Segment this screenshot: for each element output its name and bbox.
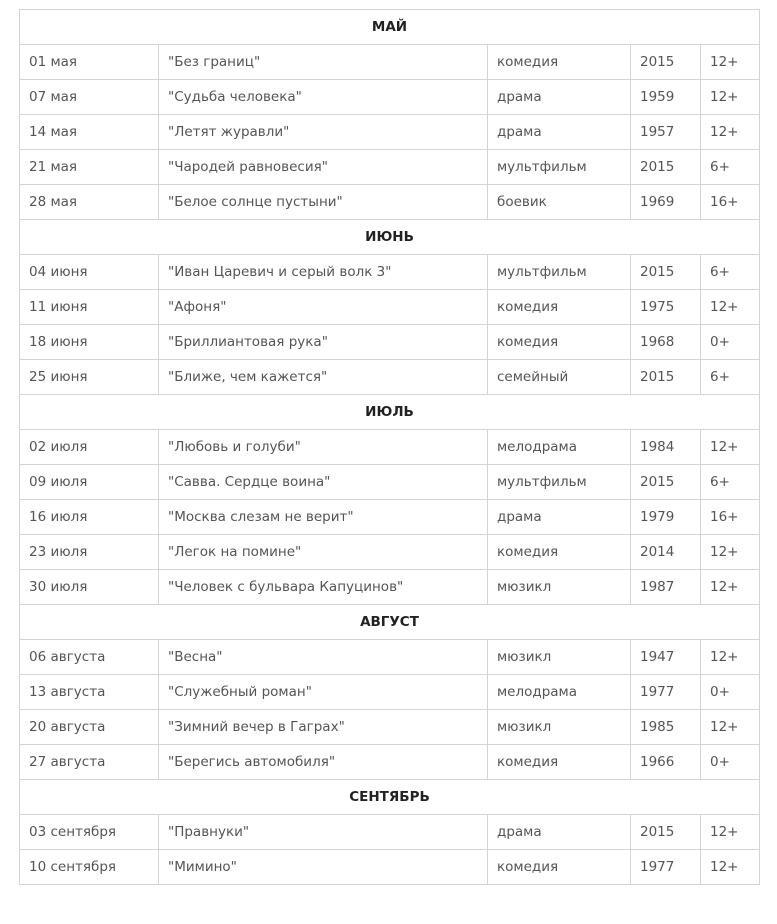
genre-cell: мелодрама bbox=[488, 430, 631, 465]
year-cell: 1979 bbox=[631, 500, 701, 535]
title-cell: "Без границ" bbox=[159, 45, 488, 80]
date-cell: 28 мая bbox=[20, 185, 159, 220]
title-cell: "Легок на помине" bbox=[159, 535, 488, 570]
year-cell: 1959 bbox=[631, 80, 701, 115]
table-row bbox=[20, 500, 760, 535]
title-cell: "Бриллиантовая рука" bbox=[159, 325, 488, 360]
date-cell: 11 июня bbox=[20, 290, 159, 325]
title-cell: "Весна" bbox=[159, 640, 488, 675]
table-row bbox=[20, 255, 760, 290]
date-cell: 20 августа bbox=[20, 710, 159, 745]
title-cell: "Афоня" bbox=[159, 290, 488, 325]
genre-cell: драма bbox=[488, 115, 631, 150]
year-cell: 1957 bbox=[631, 115, 701, 150]
genre-cell: мультфильм bbox=[488, 255, 631, 290]
year-cell: 1985 bbox=[631, 710, 701, 745]
age-rating-cell: 6+ bbox=[701, 465, 760, 500]
year-cell: 2015 bbox=[631, 150, 701, 185]
title-cell: "Правнуки" bbox=[159, 815, 488, 850]
year-cell: 1977 bbox=[631, 850, 701, 885]
year-cell: 1987 bbox=[631, 570, 701, 605]
month-header-row bbox=[20, 605, 760, 640]
date-cell: 06 августа bbox=[20, 640, 159, 675]
year-cell: 1975 bbox=[631, 290, 701, 325]
table-row bbox=[20, 430, 760, 465]
genre-cell: комедия bbox=[488, 535, 631, 570]
table-row bbox=[20, 640, 760, 675]
year-cell: 1969 bbox=[631, 185, 701, 220]
date-cell: 23 июля bbox=[20, 535, 159, 570]
age-rating-cell: 12+ bbox=[701, 80, 760, 115]
month-header-row bbox=[20, 10, 760, 45]
title-cell: "Москва слезам не верит" bbox=[159, 500, 488, 535]
year-cell: 2015 bbox=[631, 45, 701, 80]
genre-cell: мультфильм bbox=[488, 150, 631, 185]
age-rating-cell: 12+ bbox=[701, 570, 760, 605]
title-cell: "Судьба человека" bbox=[159, 80, 488, 115]
genre-cell: драма bbox=[488, 815, 631, 850]
schedule-body bbox=[20, 10, 760, 885]
table-row bbox=[20, 745, 760, 780]
month-heading: МАЙ bbox=[20, 10, 760, 45]
date-cell: 30 июля bbox=[20, 570, 159, 605]
age-rating-cell: 0+ bbox=[701, 745, 760, 780]
year-cell: 1977 bbox=[631, 675, 701, 710]
title-cell: "Служебный роман" bbox=[159, 675, 488, 710]
month-heading: АВГУСТ bbox=[20, 605, 760, 640]
genre-cell: комедия bbox=[488, 45, 631, 80]
genre-cell: мюзикл bbox=[488, 570, 631, 605]
age-rating-cell: 16+ bbox=[701, 500, 760, 535]
table-row bbox=[20, 80, 760, 115]
table-row bbox=[20, 815, 760, 850]
age-rating-cell: 12+ bbox=[701, 710, 760, 745]
month-heading: ИЮНЬ bbox=[20, 220, 760, 255]
film-schedule-table bbox=[19, 9, 760, 885]
date-cell: 10 сентября bbox=[20, 850, 159, 885]
date-cell: 07 мая bbox=[20, 80, 159, 115]
genre-cell: драма bbox=[488, 80, 631, 115]
genre-cell: драма bbox=[488, 500, 631, 535]
date-cell: 04 июня bbox=[20, 255, 159, 290]
table-row bbox=[20, 185, 760, 220]
age-rating-cell: 12+ bbox=[701, 815, 760, 850]
table-row bbox=[20, 535, 760, 570]
year-cell: 2015 bbox=[631, 255, 701, 290]
month-heading: ИЮЛЬ bbox=[20, 395, 760, 430]
table-row bbox=[20, 570, 760, 605]
age-rating-cell: 6+ bbox=[701, 360, 760, 395]
age-rating-cell: 12+ bbox=[701, 640, 760, 675]
year-cell: 1968 bbox=[631, 325, 701, 360]
month-heading: СЕНТЯБРЬ bbox=[20, 780, 760, 815]
month-header-row bbox=[20, 395, 760, 430]
age-rating-cell: 12+ bbox=[701, 535, 760, 570]
date-cell: 01 мая bbox=[20, 45, 159, 80]
year-cell: 2014 bbox=[631, 535, 701, 570]
year-cell: 2015 bbox=[631, 815, 701, 850]
genre-cell: комедия bbox=[488, 290, 631, 325]
genre-cell: комедия bbox=[488, 745, 631, 780]
age-rating-cell: 12+ bbox=[701, 850, 760, 885]
genre-cell: комедия bbox=[488, 325, 631, 360]
date-cell: 13 августа bbox=[20, 675, 159, 710]
genre-cell: семейный bbox=[488, 360, 631, 395]
date-cell: 25 июня bbox=[20, 360, 159, 395]
year-cell: 1966 bbox=[631, 745, 701, 780]
table-row bbox=[20, 850, 760, 885]
title-cell: "Белое солнце пустыни" bbox=[159, 185, 488, 220]
age-rating-cell: 6+ bbox=[701, 255, 760, 290]
table-row bbox=[20, 45, 760, 80]
title-cell: "Ближе, чем кажется" bbox=[159, 360, 488, 395]
table-row bbox=[20, 360, 760, 395]
genre-cell: боевик bbox=[488, 185, 631, 220]
month-header-row bbox=[20, 220, 760, 255]
table-row bbox=[20, 290, 760, 325]
age-rating-cell: 16+ bbox=[701, 185, 760, 220]
age-rating-cell: 12+ bbox=[701, 430, 760, 465]
date-cell: 21 мая bbox=[20, 150, 159, 185]
genre-cell: мультфильм bbox=[488, 465, 631, 500]
title-cell: "Мимино" bbox=[159, 850, 488, 885]
title-cell: "Летят журавли" bbox=[159, 115, 488, 150]
year-cell: 2015 bbox=[631, 465, 701, 500]
table-row bbox=[20, 325, 760, 360]
genre-cell: комедия bbox=[488, 850, 631, 885]
title-cell: "Зимний вечер в Гаграх" bbox=[159, 710, 488, 745]
table-row bbox=[20, 710, 760, 745]
age-rating-cell: 6+ bbox=[701, 150, 760, 185]
date-cell: 14 мая bbox=[20, 115, 159, 150]
age-rating-cell: 12+ bbox=[701, 290, 760, 325]
title-cell: "Берегись автомобиля" bbox=[159, 745, 488, 780]
year-cell: 1984 bbox=[631, 430, 701, 465]
date-cell: 09 июля bbox=[20, 465, 159, 500]
title-cell: "Савва. Сердце воина" bbox=[159, 465, 488, 500]
year-cell: 1947 bbox=[631, 640, 701, 675]
date-cell: 18 июня bbox=[20, 325, 159, 360]
year-cell: 2015 bbox=[631, 360, 701, 395]
title-cell: "Чародей равновесия" bbox=[159, 150, 488, 185]
date-cell: 27 августа bbox=[20, 745, 159, 780]
table-row bbox=[20, 150, 760, 185]
title-cell: "Любовь и голуби" bbox=[159, 430, 488, 465]
age-rating-cell: 0+ bbox=[701, 675, 760, 710]
title-cell: "Иван Царевич и серый волк 3" bbox=[159, 255, 488, 290]
genre-cell: мелодрама bbox=[488, 675, 631, 710]
table-row bbox=[20, 465, 760, 500]
date-cell: 03 сентября bbox=[20, 815, 159, 850]
title-cell: "Человек с бульвара Капуцинов" bbox=[159, 570, 488, 605]
genre-cell: мюзикл bbox=[488, 710, 631, 745]
date-cell: 16 июля bbox=[20, 500, 159, 535]
table-row bbox=[20, 675, 760, 710]
age-rating-cell: 12+ bbox=[701, 115, 760, 150]
genre-cell: мюзикл bbox=[488, 640, 631, 675]
table-row bbox=[20, 115, 760, 150]
date-cell: 02 июля bbox=[20, 430, 159, 465]
age-rating-cell: 12+ bbox=[701, 45, 760, 80]
month-header-row bbox=[20, 780, 760, 815]
age-rating-cell: 0+ bbox=[701, 325, 760, 360]
